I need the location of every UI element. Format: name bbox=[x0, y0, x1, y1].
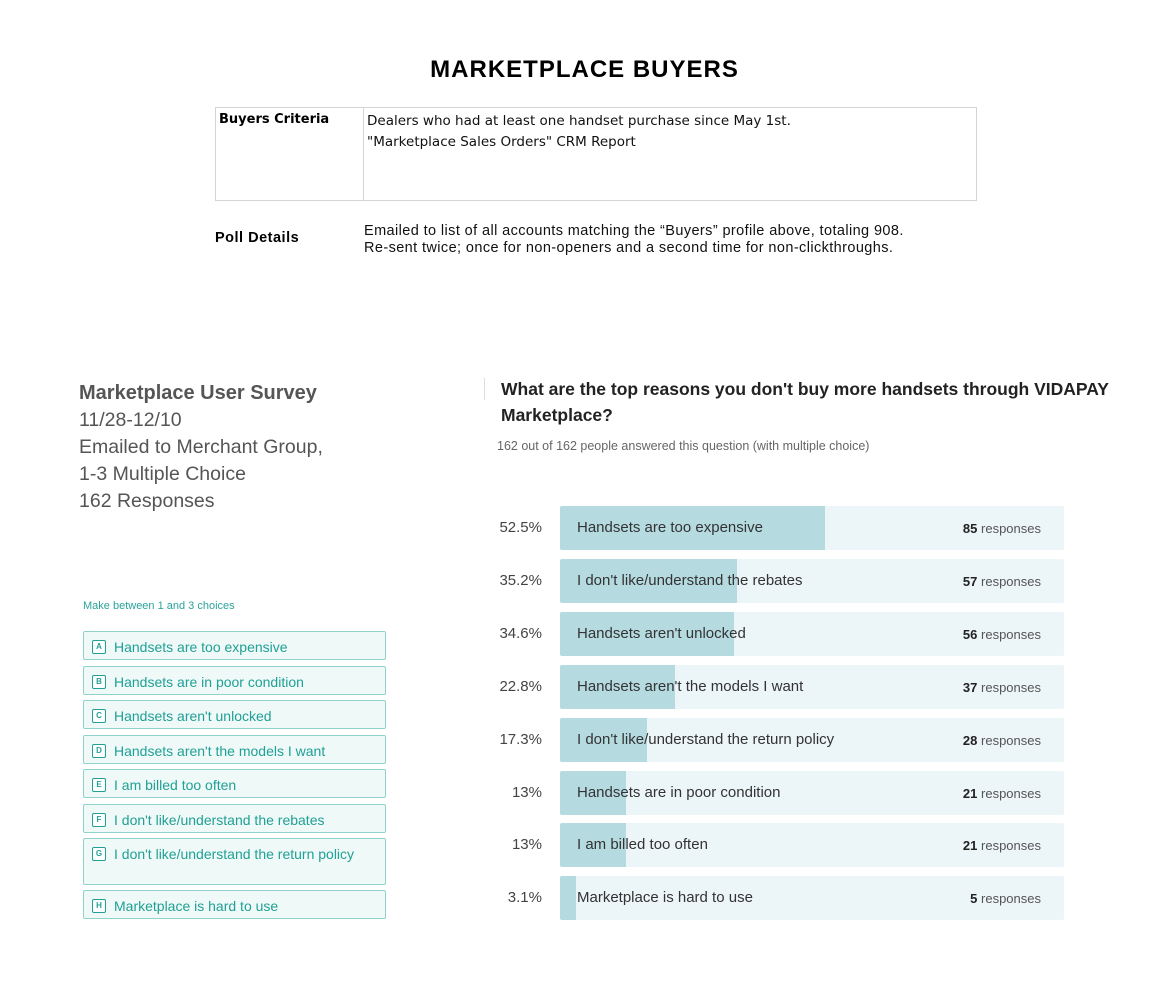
choice-option-a[interactable] bbox=[83, 631, 386, 660]
bar-track bbox=[560, 823, 1064, 867]
bar-label: Handsets are too expensive bbox=[577, 519, 763, 536]
bar-row bbox=[480, 559, 1070, 603]
percent-label: 13% bbox=[511, 784, 542, 801]
percent-label: 13% bbox=[511, 836, 542, 853]
response-unit: responses bbox=[981, 891, 1041, 906]
bar-track bbox=[560, 718, 1064, 762]
response-unit: responses bbox=[981, 521, 1041, 536]
choice-text: Handsets are in poor condition bbox=[114, 674, 304, 690]
document-title: MARKETPLACE BUYERS bbox=[430, 56, 739, 83]
response-count bbox=[963, 680, 1041, 695]
choice-key: F bbox=[92, 813, 106, 827]
response-unit: responses bbox=[981, 574, 1041, 589]
bar-track bbox=[560, 665, 1064, 709]
poll-details-text bbox=[364, 223, 904, 257]
bar-track bbox=[560, 506, 1064, 550]
choice-option-g[interactable] bbox=[83, 838, 386, 885]
response-unit: responses bbox=[981, 627, 1041, 642]
choice-option-b[interactable] bbox=[83, 666, 386, 695]
choice-text: Handsets are too expensive bbox=[114, 639, 288, 655]
choice-text: I am billed too often bbox=[114, 777, 237, 793]
response-count bbox=[963, 574, 1041, 589]
choice-option-c[interactable] bbox=[83, 700, 386, 729]
choice-option-e[interactable] bbox=[83, 769, 386, 798]
bar-track bbox=[560, 876, 1064, 920]
choice-key: C bbox=[92, 709, 106, 723]
bar-row bbox=[480, 718, 1070, 762]
response-count bbox=[963, 627, 1041, 642]
choice-key: B bbox=[92, 675, 106, 689]
chart-title: What are the top reasons you don't buy more handsets through VIDAPAY Marketplace? bbox=[501, 379, 1109, 425]
choice-key: H bbox=[92, 899, 106, 913]
bar-track bbox=[560, 559, 1064, 603]
percent-label: 3.1% bbox=[507, 889, 542, 906]
bar-row bbox=[480, 876, 1070, 920]
buyers-criteria-label: Buyers Criteria bbox=[216, 108, 364, 200]
bar-row bbox=[480, 823, 1070, 867]
choice-text: I don't like/understand the return policy bbox=[114, 846, 355, 862]
bar-label: Handsets aren't unlocked bbox=[577, 625, 746, 642]
buyers-criteria-table bbox=[215, 107, 977, 201]
bar-row bbox=[480, 665, 1070, 709]
survey-title: Marketplace User Survey bbox=[79, 382, 317, 404]
choice-option-d[interactable] bbox=[83, 735, 386, 764]
bar-label: I am billed too often bbox=[577, 836, 708, 853]
choices-hint: Make between 1 and 3 choices bbox=[83, 600, 235, 612]
response-number: 21 bbox=[962, 838, 978, 853]
response-number: 21 bbox=[962, 786, 978, 801]
choice-key: E bbox=[92, 778, 106, 792]
choice-option-f[interactable] bbox=[83, 804, 386, 833]
response-number: 57 bbox=[962, 574, 978, 589]
choice-key: G bbox=[92, 847, 106, 861]
choice-text: I don't like/understand the rebates bbox=[114, 812, 325, 828]
poll-details-label: Poll Details bbox=[215, 230, 300, 246]
criteria-line: "Marketplace Sales Orders" CRM Report bbox=[367, 134, 636, 150]
response-number: 5 bbox=[970, 891, 978, 906]
response-count bbox=[963, 838, 1041, 853]
response-count bbox=[963, 733, 1041, 748]
divider bbox=[484, 378, 485, 400]
bar-label: I don't like/understand the return policy bbox=[577, 731, 835, 748]
survey-info bbox=[79, 380, 323, 515]
survey-response-count: 162 Responses bbox=[79, 490, 215, 512]
buyers-criteria-text bbox=[364, 108, 794, 200]
response-number: 85 bbox=[962, 521, 978, 536]
choice-text: Handsets aren't unlocked bbox=[114, 708, 272, 724]
response-number: 56 bbox=[962, 627, 978, 642]
response-number: 37 bbox=[962, 680, 978, 695]
poll-line: Re-sent twice; once for non-openers and a second time for non-clickthroughs. bbox=[364, 240, 894, 256]
bar bbox=[560, 876, 576, 920]
response-unit: responses bbox=[981, 680, 1041, 695]
bar-row bbox=[480, 506, 1070, 550]
choice-option-h[interactable] bbox=[83, 890, 386, 919]
percent-label: 17.3% bbox=[499, 731, 542, 748]
percent-label: 52.5% bbox=[499, 519, 542, 536]
criteria-line: Dealers who had at least one handset purchase since May 1st. bbox=[367, 113, 791, 129]
bar-track bbox=[560, 612, 1064, 656]
percent-label: 22.8% bbox=[499, 678, 542, 695]
bar-row bbox=[480, 612, 1070, 656]
bar-label: I don't like/understand the rebates bbox=[577, 572, 803, 589]
survey-audience: Emailed to Merchant Group, bbox=[79, 436, 323, 458]
response-unit: responses bbox=[981, 838, 1041, 853]
choice-key: A bbox=[92, 640, 106, 654]
bar-label: Handsets are in poor condition bbox=[577, 784, 781, 801]
response-number: 28 bbox=[962, 733, 978, 748]
chart-subtitle: 162 out of 162 people answered this question (with multiple choice) bbox=[497, 439, 870, 453]
choice-text: Handsets aren't the models I want bbox=[114, 743, 326, 759]
bar-track bbox=[560, 771, 1064, 815]
choice-key: D bbox=[92, 744, 106, 758]
response-count bbox=[963, 786, 1041, 801]
choice-text: Marketplace is hard to use bbox=[114, 898, 279, 914]
response-count bbox=[963, 521, 1041, 536]
response-count bbox=[970, 891, 1041, 906]
percent-label: 35.2% bbox=[499, 572, 542, 589]
response-unit: responses bbox=[981, 733, 1041, 748]
survey-format: 1-3 Multiple Choice bbox=[79, 463, 246, 485]
survey-dates: 11/28-12/10 bbox=[79, 409, 182, 431]
bar-label: Handsets aren't the models I want bbox=[577, 678, 804, 695]
percent-label: 34.6% bbox=[499, 625, 542, 642]
bar-row bbox=[480, 771, 1070, 815]
poll-line: Emailed to list of all accounts matching the “Buyers” profile above, totaling 908. bbox=[364, 223, 904, 239]
bar-label: Marketplace is hard to use bbox=[577, 889, 753, 906]
response-unit: responses bbox=[981, 786, 1041, 801]
